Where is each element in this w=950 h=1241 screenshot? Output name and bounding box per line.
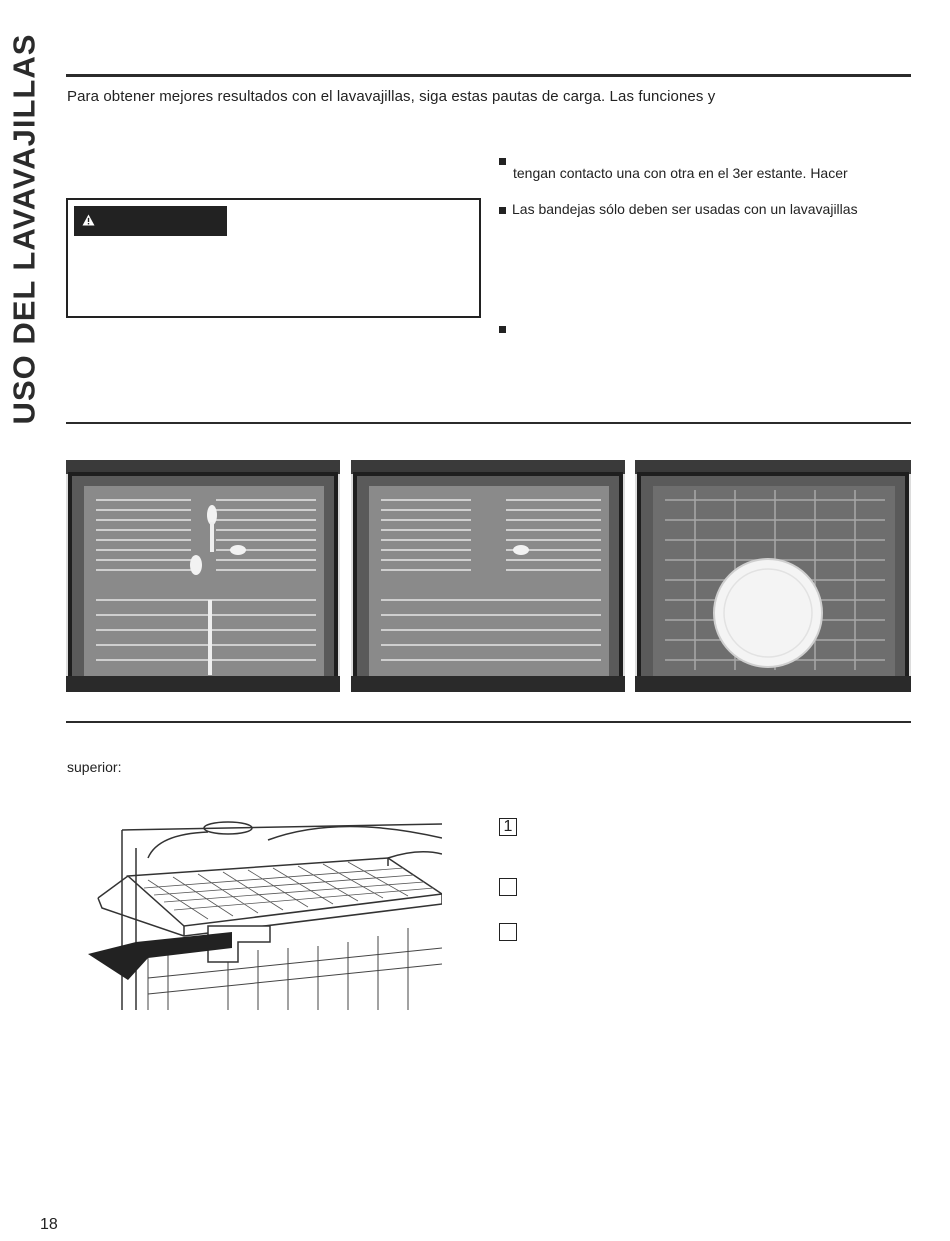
- side-title: USO DEL LAVAVAJILLAS: [6, 33, 42, 425]
- photo-rack-silverware-2: [351, 460, 625, 692]
- warning-triangle-icon: [82, 214, 95, 226]
- step-box-3: [499, 923, 517, 941]
- mid-rule: [66, 422, 911, 424]
- warning-label: [74, 206, 227, 236]
- illustration-third-rack: [88, 818, 442, 1010]
- bullet-marker-3: [499, 320, 512, 336]
- bullet-2: Las bandejas sólo deben ser usadas con un lavavajillas: [499, 201, 858, 217]
- photo-rack-plate: [635, 460, 911, 692]
- step-box-2: [499, 878, 517, 896]
- bullet-marker-1: [499, 152, 512, 168]
- photo-rack-silverware-1: [66, 460, 340, 692]
- top-rule: [66, 74, 911, 77]
- lower-rule: [66, 721, 911, 723]
- intro-paragraph: Para obtener mejores resultados con el lavavajillas, siga estas pautas de carga. Las funciones y: [67, 88, 716, 105]
- section-label: superior:: [67, 759, 122, 775]
- bullet-1-line-2: tengan contacto una con otra en el 3er estante. Hacer: [513, 165, 848, 181]
- page-number: 18: [40, 1216, 58, 1233]
- step-box-1: 1: [499, 818, 517, 836]
